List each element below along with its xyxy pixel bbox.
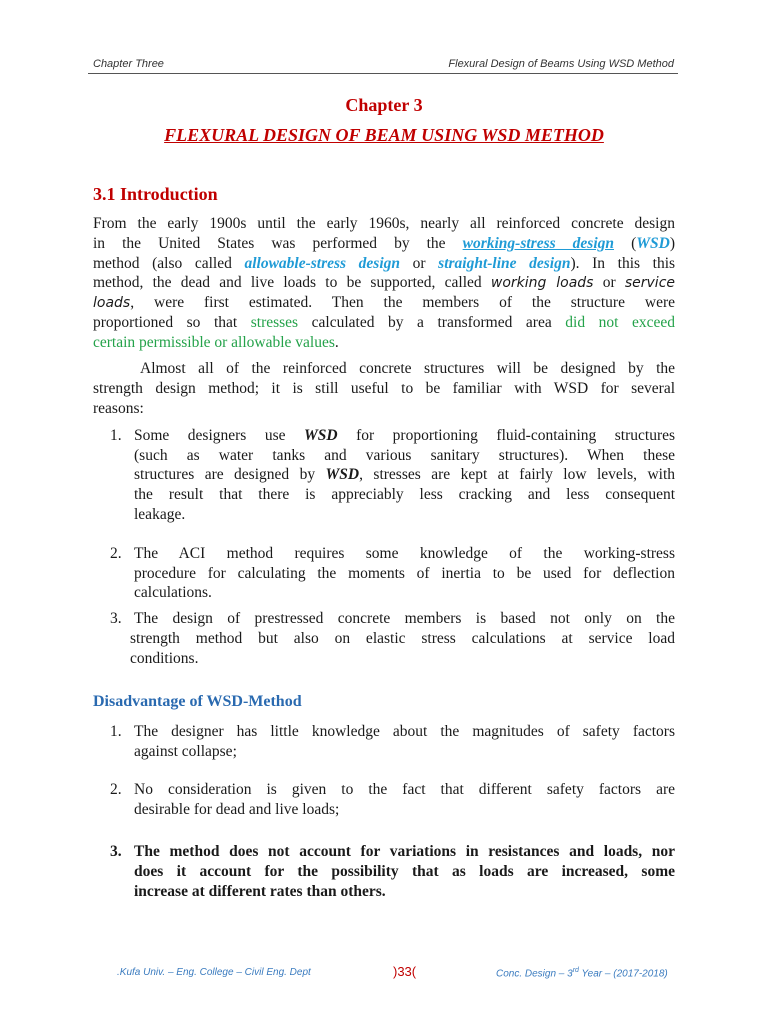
term-working-loads: working loads — [490, 275, 594, 291]
term-straight-line-design: straight-line design — [438, 255, 571, 272]
chapter-title: FLEXURAL DESIGN OF BEAM USING WSD METHOD — [164, 125, 604, 145]
list-number: 1. — [110, 427, 122, 444]
list-item-line: desirable for dead and live loads; — [134, 801, 340, 818]
term-loads: loads — [93, 295, 131, 311]
list-number: 3. — [110, 843, 122, 860]
disadvantages-heading: Disadvantage of WSD-Method — [93, 693, 302, 710]
list-number: 1. — [110, 723, 122, 740]
intro-line: From the early 1900s until the early 1960s, nearly all reinforced concrete design — [93, 215, 675, 232]
intro-line: method (also called allowable-stress design or straight-line design). In this this — [93, 255, 676, 272]
list-item-line: strength method but also on elastic stress calculations at service load — [130, 630, 675, 647]
para-line: Almost all of the reinforced concrete structures will be designed by the — [140, 360, 675, 377]
list-item-line: (such as water tanks and various sanitary structures). When these — [134, 447, 675, 464]
term-working-stress-design: working-stress design — [462, 235, 615, 252]
section-heading: 3.1 Introduction — [93, 184, 218, 204]
highlight-did-not-exceed: did not exceed — [565, 314, 675, 331]
term-wsd: WSD — [304, 427, 338, 444]
list-item-line: against collapse; — [134, 743, 237, 760]
intro-line: method, the dead and live loads to be supported, called working loads or service — [93, 274, 676, 291]
intro-line: proportioned so that stresses calculated by a transformed area did not exceed — [93, 314, 675, 331]
footer-institution: .Kufa Univ. – Eng. College – Civil Eng. Dept — [117, 967, 311, 978]
list-item-line: structures are designed by WSD, stresses are kept at fairly low levels, with — [134, 466, 675, 483]
list-item-line: The designer has little knowledge about the magnitudes of safety factors — [134, 723, 675, 740]
list-item-line: the result that there is appreciably less cracking and less consequent — [134, 486, 675, 503]
header-chapter-label: Chapter Three — [93, 58, 164, 70]
list-item-line: procedure for calculating the moments of inertia to be used for deflection — [134, 565, 675, 582]
header-section-title: Flexural Design of Beams Using WSD Method — [448, 58, 674, 70]
intro-line: certain permissible or allowable values. — [93, 334, 339, 351]
list-item-line: The ACI method requires some knowledge of the working-stress — [134, 545, 675, 562]
list-item-line: No consideration is given to the fact that different safety factors are — [134, 781, 675, 798]
highlight-stresses: stresses — [250, 314, 299, 331]
term-wsd: WSD — [636, 235, 670, 252]
list-number: 3. — [110, 610, 122, 627]
term-allowable-stress-design: allowable-stress design — [244, 255, 401, 272]
list-item-line: increase at different rates than others. — [134, 883, 386, 900]
list-item-line: Some designers use WSD for proportioning fluid-containing structures — [134, 427, 676, 444]
list-item-line: does it account for the possibility that as loads are increased, some — [134, 863, 675, 880]
term-wsd: WSD — [325, 466, 360, 483]
list-item-line: calculations. — [134, 584, 212, 601]
para-line: strength design method; it is still useful to be familiar with WSD for several — [93, 380, 675, 397]
list-item-line: The method does not account for variations in resistances and loads, nor — [134, 843, 675, 860]
chapter-number: Chapter 3 — [345, 95, 423, 115]
footer-course: Conc. Design – 3rd Year – (2017-2018) — [496, 967, 668, 980]
term-service: service — [624, 275, 676, 291]
list-number: 2. — [110, 781, 122, 798]
list-item-line: The design of prestressed concrete members is based not only on the — [134, 610, 675, 627]
list-item-line: conditions. — [130, 650, 199, 667]
highlight-allowable-values: certain permissible or allowable values — [93, 334, 335, 351]
header-divider — [88, 73, 678, 74]
para-line: reasons: — [93, 400, 144, 417]
intro-line: in the United States was performed by the working-stress design (WSD) — [93, 235, 676, 252]
list-item-line: leakage. — [134, 506, 186, 523]
footer-page-number: )33( — [393, 964, 417, 979]
intro-line: loads, were first estimated. Then the members of the structure were — [93, 294, 675, 311]
list-number: 2. — [110, 545, 122, 562]
